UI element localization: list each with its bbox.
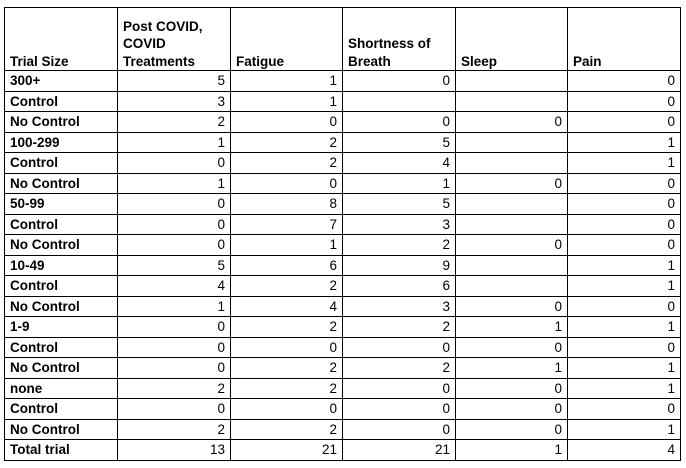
header-trial-size: Trial Size <box>5 8 118 71</box>
cell-fatigue: 4 <box>231 296 343 317</box>
table-row <box>5 276 681 297</box>
cell-pain: 0 <box>568 399 681 420</box>
cell-post-covid-treatments: 0 <box>118 358 231 379</box>
cell-pain: 1 <box>568 153 681 174</box>
cell-trial-size: No Control <box>5 235 118 256</box>
cell-post-covid-treatments: 2 <box>118 112 231 133</box>
cell-trial-size: Control <box>5 276 118 297</box>
table-row <box>5 255 681 276</box>
cell-post-covid-treatments: 2 <box>118 378 231 399</box>
cell-shortness-of-breath: 9 <box>343 255 456 276</box>
cell-fatigue: 2 <box>231 358 343 379</box>
cell-fatigue: 1 <box>231 91 343 112</box>
cell-shortness-of-breath: 3 <box>343 214 456 235</box>
cell-post-covid-treatments: 0 <box>118 399 231 420</box>
cell-shortness-of-breath: 3 <box>343 296 456 317</box>
cell-trial-size: 10-49 <box>5 255 118 276</box>
table-row <box>5 112 681 133</box>
cell-fatigue: 2 <box>231 419 343 440</box>
table-row <box>5 378 681 399</box>
cell-shortness-of-breath: 0 <box>343 399 456 420</box>
cell-shortness-of-breath: 0 <box>343 71 456 92</box>
cell-shortness-of-breath: 21 <box>343 440 456 461</box>
cell-pain: 0 <box>568 91 681 112</box>
cell-trial-size: 100-299 <box>5 132 118 153</box>
cell-sleep <box>456 255 568 276</box>
cell-fatigue: 1 <box>231 71 343 92</box>
cell-pain: 1 <box>568 132 681 153</box>
cell-trial-size: Control <box>5 337 118 358</box>
cell-post-covid-treatments: 1 <box>118 173 231 194</box>
table-row <box>5 173 681 194</box>
cell-trial-size: No Control <box>5 358 118 379</box>
cell-fatigue: 2 <box>231 276 343 297</box>
header-post-covid-treatments: Post COVID, COVID Treatments <box>118 8 231 71</box>
cell-post-covid-treatments: 0 <box>118 153 231 174</box>
cell-fatigue: 7 <box>231 214 343 235</box>
cell-shortness-of-breath: 0 <box>343 337 456 358</box>
cell-sleep <box>456 91 568 112</box>
cell-post-covid-treatments: 1 <box>118 296 231 317</box>
cell-post-covid-treatments: 1 <box>118 132 231 153</box>
cell-pain: 1 <box>568 317 681 338</box>
cell-sleep: 1 <box>456 317 568 338</box>
cell-post-covid-treatments: 5 <box>118 255 231 276</box>
table-row <box>5 419 681 440</box>
cell-pain: 1 <box>568 276 681 297</box>
cell-sleep: 0 <box>456 173 568 194</box>
table-body <box>5 71 681 461</box>
cell-trial-size: Control <box>5 153 118 174</box>
cell-pain: 1 <box>568 378 681 399</box>
cell-pain: 0 <box>568 112 681 133</box>
header-sleep: Sleep <box>456 8 568 71</box>
cell-fatigue: 2 <box>231 153 343 174</box>
cell-fatigue: 6 <box>231 255 343 276</box>
table-row <box>5 132 681 153</box>
table-row <box>5 71 681 92</box>
cell-sleep: 0 <box>456 419 568 440</box>
cell-shortness-of-breath: 2 <box>343 358 456 379</box>
header-pain: Pain <box>568 8 681 71</box>
cell-sleep: 1 <box>456 440 568 461</box>
header-shortness-of-breath: Shortness of Breath <box>343 8 456 71</box>
cell-sleep: 0 <box>456 235 568 256</box>
header-row <box>5 8 681 71</box>
cell-pain: 0 <box>568 173 681 194</box>
cell-post-covid-treatments: 0 <box>118 214 231 235</box>
cell-fatigue: 1 <box>231 235 343 256</box>
cell-post-covid-treatments: 2 <box>118 419 231 440</box>
cell-fatigue: 2 <box>231 317 343 338</box>
cell-sleep: 1 <box>456 358 568 379</box>
cell-sleep: 0 <box>456 337 568 358</box>
cell-shortness-of-breath: 2 <box>343 235 456 256</box>
cell-trial-size: No Control <box>5 419 118 440</box>
cell-sleep <box>456 194 568 215</box>
cell-shortness-of-breath: 0 <box>343 419 456 440</box>
cell-sleep <box>456 276 568 297</box>
cell-trial-size: Control <box>5 91 118 112</box>
cell-pain: 1 <box>568 419 681 440</box>
cell-fatigue: 0 <box>231 112 343 133</box>
cell-trial-size: 300+ <box>5 71 118 92</box>
cell-sleep <box>456 214 568 235</box>
cell-fatigue: 0 <box>231 173 343 194</box>
cell-fatigue: 0 <box>231 337 343 358</box>
cell-post-covid-treatments: 0 <box>118 235 231 256</box>
cell-trial-size: Control <box>5 214 118 235</box>
cell-shortness-of-breath: 1 <box>343 173 456 194</box>
table-row <box>5 399 681 420</box>
table-row <box>5 296 681 317</box>
cell-post-covid-treatments: 0 <box>118 317 231 338</box>
cell-sleep: 0 <box>456 378 568 399</box>
cell-shortness-of-breath: 0 <box>343 112 456 133</box>
cell-trial-size: Control <box>5 399 118 420</box>
cell-pain: 0 <box>568 194 681 215</box>
data-table <box>4 7 681 461</box>
cell-fatigue: 21 <box>231 440 343 461</box>
cell-shortness-of-breath: 0 <box>343 378 456 399</box>
cell-pain: 0 <box>568 337 681 358</box>
cell-pain: 1 <box>568 358 681 379</box>
cell-post-covid-treatments: 3 <box>118 91 231 112</box>
cell-post-covid-treatments: 0 <box>118 194 231 215</box>
cell-post-covid-treatments: 13 <box>118 440 231 461</box>
cell-sleep: 0 <box>456 112 568 133</box>
cell-trial-size: 50-99 <box>5 194 118 215</box>
cell-post-covid-treatments: 5 <box>118 71 231 92</box>
cell-shortness-of-breath: 5 <box>343 194 456 215</box>
cell-pain: 0 <box>568 296 681 317</box>
cell-sleep <box>456 132 568 153</box>
cell-pain: 1 <box>568 255 681 276</box>
cell-pain: 0 <box>568 214 681 235</box>
cell-pain: 4 <box>568 440 681 461</box>
cell-trial-size: No Control <box>5 112 118 133</box>
cell-pain: 0 <box>568 235 681 256</box>
table-row <box>5 440 681 461</box>
table-row <box>5 91 681 112</box>
cell-shortness-of-breath: 5 <box>343 132 456 153</box>
cell-trial-size: none <box>5 378 118 399</box>
cell-sleep: 0 <box>456 399 568 420</box>
cell-pain: 0 <box>568 71 681 92</box>
cell-fatigue: 8 <box>231 194 343 215</box>
cell-shortness-of-breath: 4 <box>343 153 456 174</box>
table-container <box>4 7 681 461</box>
cell-trial-size: 1-9 <box>5 317 118 338</box>
cell-shortness-of-breath <box>343 91 456 112</box>
cell-sleep <box>456 71 568 92</box>
cell-trial-size: Total trial <box>5 440 118 461</box>
cell-sleep: 0 <box>456 296 568 317</box>
header-fatigue: Fatigue <box>231 8 343 71</box>
cell-fatigue: 2 <box>231 132 343 153</box>
table-row <box>5 194 681 215</box>
table-row <box>5 214 681 235</box>
cell-sleep <box>456 153 568 174</box>
cell-post-covid-treatments: 4 <box>118 276 231 297</box>
table-row <box>5 337 681 358</box>
cell-post-covid-treatments: 0 <box>118 337 231 358</box>
table-row <box>5 317 681 338</box>
table-row <box>5 358 681 379</box>
table-row <box>5 235 681 256</box>
cell-shortness-of-breath: 6 <box>343 276 456 297</box>
cell-fatigue: 2 <box>231 378 343 399</box>
cell-trial-size: No Control <box>5 173 118 194</box>
cell-shortness-of-breath: 2 <box>343 317 456 338</box>
cell-trial-size: No Control <box>5 296 118 317</box>
table-row <box>5 153 681 174</box>
cell-fatigue: 0 <box>231 399 343 420</box>
